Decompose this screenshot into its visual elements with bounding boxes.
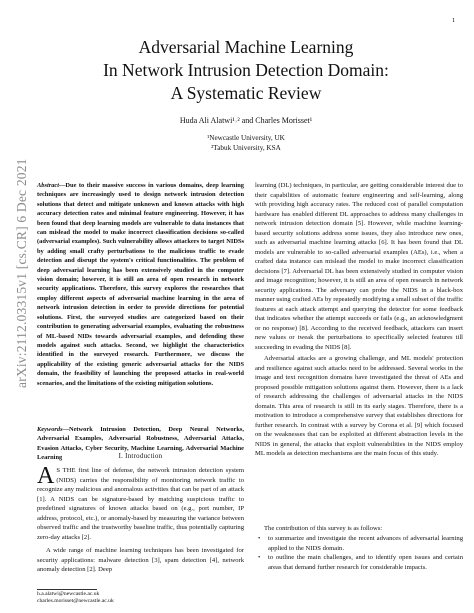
arxiv-identifier: arXiv:2112.03315v1 [cs.CR] 6 Dec 2021 bbox=[14, 158, 29, 388]
contribution-text: to outline the main challenges, and to identify open issues and certain areas that demand further research for considerable impacts. bbox=[268, 554, 463, 571]
email-1: h.a.alatwi@newcastle.ac.uk bbox=[37, 591, 100, 597]
keywords-text: —Network Intrusion Detection, Deep Neural Networks, Adversarial Examples, Adversarial Robustness, Adversarial Attacks, Evasion Attacks, Cyber Security, Machine Learning, Adversarial Machine Learning bbox=[37, 426, 244, 462]
title-line-2: In Network Intrusion Detection Domain: bbox=[103, 60, 389, 80]
section-heading: I. Introduction bbox=[118, 453, 163, 460]
affiliation-1: ¹Newcastle University, UK bbox=[207, 134, 285, 142]
abstract bbox=[37, 181, 244, 388]
right-paragraph-2 bbox=[255, 354, 463, 459]
right-text-3: The contribution of this survey is as follows: bbox=[264, 525, 383, 532]
authors: Huda Ali Alatwi¹˒² and Charles Morisset¹ bbox=[179, 116, 313, 125]
contribution-item bbox=[255, 553, 463, 572]
right-paragraph-3 bbox=[255, 524, 463, 534]
title-line-1: Adversarial Machine Learning bbox=[138, 37, 354, 57]
author-emails bbox=[37, 591, 114, 605]
title-line-3: A Systematic Review bbox=[170, 83, 322, 103]
abstract-text: —Due to their massive success in various domains, deep learning techniques are increasingly used to design network intrusion detection solutions that detect and mitigate unknown and known attacks with high accuracy detection rates and minimal feature engineering. However, it has been found that deep learning models are vulnerable to data instances that can mislead the model to make incorrect classification decisions so-called (adversarial examples). Such vulnerability allows attackers to target NIDSs by adding small crafty perturbations to the malicious traffic to evade detection and disrupt the system's critical functionalities. The problem of deep adversarial learning has been extensively studied in the computer vision domain; however, it is still an area of open research in network security applications. Therefore, this survey explores the researches that employ different aspects of adversarial machine learning in the area of network intrusion detection in order to provide directions for potential solutions. First, the surveyed studies are categorized based on their contribution to generating adversarial examples, evaluating the robustness of ML-based NIDs towards adversarial examples, and defending these models against such attacks. Second, we highlight the characteristics identified in the surveyed research. Furthermore, we discuss the applicability of the existing generic adversarial attacks for the NIDS domain, the feasibility of launching the proposed attacks in real-world scenarios, and the limitations of the existing mitigation solutions. bbox=[37, 182, 244, 387]
intro-paragraph-2 bbox=[37, 546, 244, 575]
intro-text-2: A wide range of machine learning techniques has been investigated for security applications: malware detection [3], spam detection [4], network anomaly detection [2]. Deep bbox=[37, 547, 244, 573]
contribution-list bbox=[255, 534, 463, 572]
contribution-text: to summarize and investigate the recent advances of adversarial learning applied to the NIDS domain. bbox=[268, 535, 463, 552]
keywords-label: Keywords bbox=[37, 426, 63, 433]
bullet-icon: • bbox=[258, 554, 261, 561]
intro-paragraph-1 bbox=[37, 463, 244, 542]
abstract-label: Abstract bbox=[37, 182, 60, 189]
right-text-1: learning (DL) techniques, in particular, are getting considerable interest due to their capabilities of automatic feature engineering and self-learning, along with providing high accuracy rates. The reduced cost of parallel computation hardware has enabled different DL approaches to address many challenges in network intrusion detection domain [5]. However, while machine learning-based security solutions address some issues, they also introduce new ones, such as adversarial machine learning attacks [6]. It has been found that DL models are vulnerable to so-called adversarial examples (AEs), i.e., when a crafted data instance can mislead the model to make incorrect classification decisions [7]. Adversarial DL has been extensively studied in computer vision and image recognition; however, it is still an area of open research in network security applications. The adversary can probe the NIDS in a black-box manner using crafted AEs by repeatedly modifying a small subset of the traffic features at each attack attempt and querying the detector for some feedback that indicates whether the attempt succeeds or fails (e.g., an acknowledgment or no response) [8]. According to the received feedback, attackers can insert new values or tweak the perturbations to specifically selected features till succeeding in evading the NIDS [8]. bbox=[255, 182, 463, 351]
email-2: charles.morisset@newcastle.ac.uk bbox=[37, 598, 114, 604]
intro-text-1: S THE first line of defense, the network intrusion detection system (NIDS) carries the responsibility of monitoring network traffic to recognize any malicious and anomalous activities that can be part of an attack [1]. A NIDS can be signature-based by matching suspicious traffic to predefined signatures of known attacks based on (e.g., port number, IP address, protocol, etc.), or anomaly-based by measuring the variance between observed traffic and the trustworthy baseline traffic, thus potentially capturing zero-day attacks [2]. bbox=[37, 467, 244, 541]
right-paragraph-1 bbox=[255, 181, 463, 352]
page-number: 1 bbox=[452, 17, 456, 24]
affiliation-2: ²Tabuk University, KSA bbox=[211, 144, 281, 152]
right-text-2: Adversarial attacks are a growing challenge, and ML models' protection and resilience against such attacks need to be addressed. Several works in the image and text recognition domains have investigated the threat of AEs and proposed possible mitigation solutions against them. However, there is a lack of research addressing the challenges of adversarial attacks in the NIDS domain. This area of research is still in its early stages. Therefore, there is a motivation to introduce a comprehensive survey that establishes directions for further research. In contrast with a survey by Corona et al. [9] which focused on the weaknesses that can be exploited at different abstraction levels in the NIDS in general, the attacks that exploit vulnerabilities in the NIDS employ ML models as detection mechanisms are the main focus of this study. bbox=[255, 355, 463, 457]
bullet-icon: • bbox=[258, 535, 261, 542]
drop-cap: A bbox=[37, 463, 55, 489]
footnote-rule bbox=[37, 589, 97, 590]
contribution-item bbox=[255, 534, 463, 553]
